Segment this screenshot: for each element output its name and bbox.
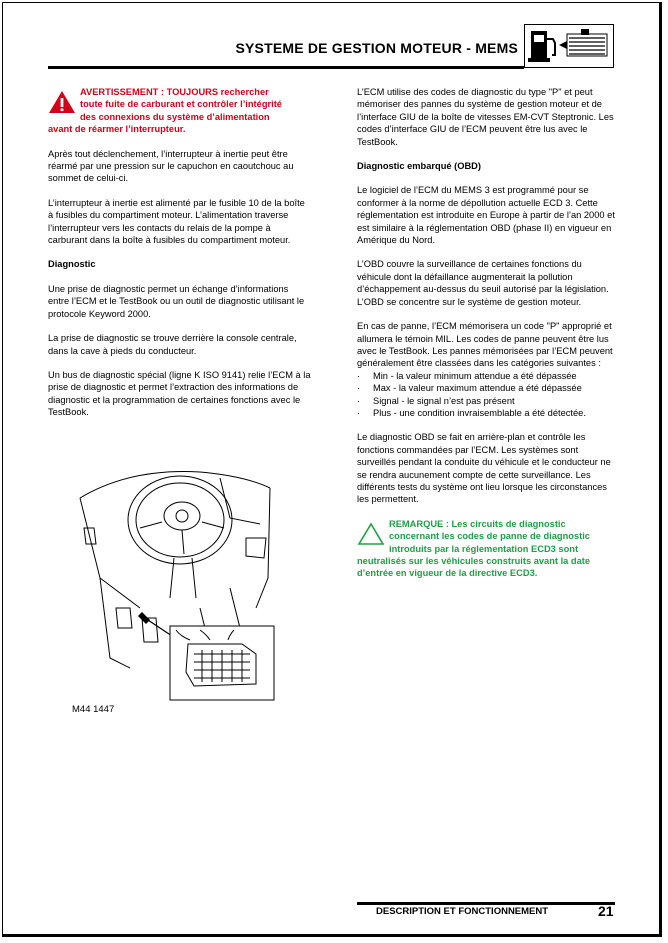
figure-caption: M44 1447	[72, 704, 115, 715]
list-item: · Signal - le signal n’est pas présent	[357, 395, 617, 407]
left-column	[48, 86, 312, 431]
note-triangle-icon	[357, 522, 385, 546]
footer-rule	[357, 902, 615, 905]
warning-line: des connexions du système d’alimentation	[80, 111, 270, 122]
warning-line: toute fuite de carburant et contrôler l’intégrité	[80, 99, 282, 110]
paragraph: Le logiciel de l’ECM du MEMS 3 est programmé pour se conformer à la norme de dépollution actuelle ECD 3. Cette réglementation est introduite en Europe à partir de l’an 2000 et est similaire à la réglementation OBD (phase II) en vigueur en Amérique du Nord.	[357, 185, 615, 246]
paragraph: Une prise de diagnostic permet un échange d’informations entre l’ECM et le TestBook ou un outil de diagnostic utilisant le protocole Keyword 2000.	[48, 283, 305, 319]
note-tail: neutralisés sur les véhicules construits avant la date d’entrée en vigueur de la directive ECD3.	[357, 556, 591, 579]
paragraph: En cas de panne, l’ECM mémorisera un code "P" approprié et allumera le témoin MIL. Les codes de panne peuvent être lus avec le TestBook. Les pannes mémorisées par l’ECM peuvent généralement être classées dans les catégories suivantes :	[357, 321, 613, 369]
list-item: · Max - la valeur maximum attendue a été dépassée	[357, 382, 617, 394]
right-column	[357, 86, 617, 592]
note-line: concernant les codes de panne de diagnostic	[389, 531, 590, 542]
fuel-injector-icon	[559, 29, 607, 56]
note-line: introduits par la réglementation ECD3 sont	[389, 543, 579, 554]
paragraph: L’OBD couvre la surveillance de certaines fonctions du véhicule dont la défaillance augmenterait la pollution d’échappement au-dessus du seuil autorisé par la législation. L’OBD se concentre sur le système de gestion moteur.	[357, 259, 609, 307]
header-icon-box	[524, 24, 614, 68]
note-lead: REMARQUE : Les circuits de diagnostic	[389, 518, 566, 529]
section-heading-obd: Diagnostic embarqué (OBD)	[357, 161, 481, 172]
paragraph: L’interrupteur à inertie est alimenté par le fusible 10 de la boîte à fusibles du compartiment moteur. L’alimentation traverse l’interrupteur vers les contacts du relais de la pompe à carburant dans la boîte à fusibles du compartiment moteur.	[48, 197, 305, 246]
paragraph: L’ECM utilise des codes de diagnostic du type "P" et peut mémoriser des pannes du système de gestion moteur et de l’interface GIU de la boîte de vitesses EM-CVT Steptronic. Les codes d’interface GIU de l’ECM peuvent être lus avec le TestBook.	[357, 87, 614, 147]
header-rule	[48, 66, 524, 69]
paragraph: Après tout déclenchement, l’interrupteur à inertie peut être réarmé par une pression sur le capuchon en caoutchouc au sommet de celui-ci.	[48, 148, 294, 184]
list-item: · Plus - une condition invraisemblable a été détectée.	[357, 407, 617, 419]
page-number: 21	[598, 903, 614, 919]
warning-lead: AVERTISSEMENT : TOUJOURS rechercher	[80, 87, 269, 97]
paragraph: Un bus de diagnostic spécial (ligne K ISO 9141) relie l’ECM à la prise de diagnostic et permet l’extraction des informations de diagnostic et la programmation de certaines fonctions avec le TestBook.	[48, 369, 311, 418]
section-heading-diagnostic: Diagnostic	[48, 259, 96, 270]
diagnostic-socket-illustration	[70, 458, 282, 708]
list-item: · Min - la valeur minimum attendue a été dépassée	[357, 370, 617, 382]
warning-triangle-icon	[48, 90, 76, 114]
footer-section-label: DESCRIPTION ET FONCTIONNEMENT	[376, 906, 549, 917]
paragraph: La prise de diagnostic se trouve derrière la console centrale, dans la cave à pieds du conducteur.	[48, 333, 297, 356]
fault-category-list	[357, 370, 617, 420]
warning-tail: avant de réarmer l’interrupteur.	[48, 124, 186, 135]
fuel-pump-icon	[528, 31, 555, 62]
note-callout	[357, 518, 617, 580]
paragraph: Le diagnostic OBD se fait en arrière-plan et contrôle les fonctions commandées par l’ECM. Les systèmes sont surveillés pendant la conduite du véhicule et le conducteur ne se rendra aucunement compte de cette surveillance. Les différents tests du système ont lieu lorsque les circonstances les permettent.	[357, 432, 611, 505]
page-title: SYSTEME DE GESTION MOTEUR - MEMS	[235, 40, 518, 56]
warning-callout	[48, 86, 312, 136]
